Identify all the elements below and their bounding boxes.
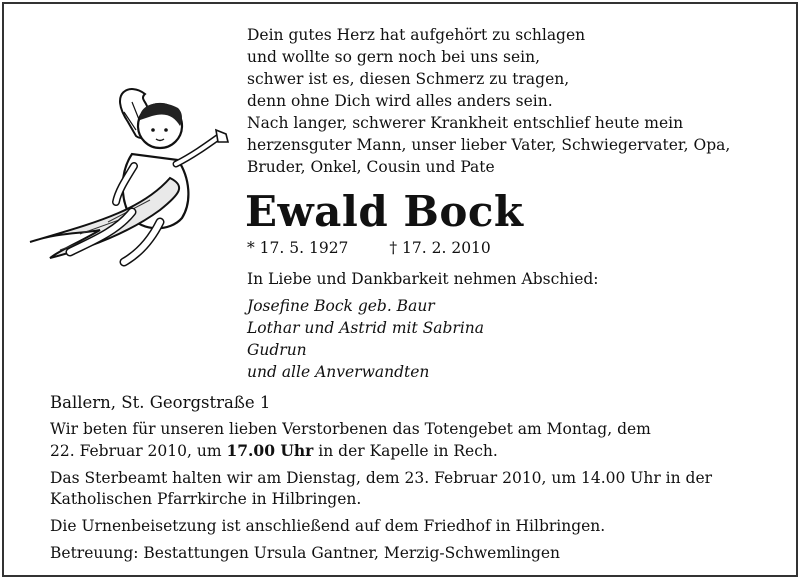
farewell-line: In Liebe und Dankbarkeit nehmen Abschied: — [247, 270, 599, 288]
prayer-line: Wir beten für unseren lieben Verstorbenen das Totengebet am Montag, dem — [50, 420, 651, 438]
prayer-info — [50, 419, 770, 462]
urn-burial-info: Die Urnenbeisetzung ist anschließend auf dem Friedhof in Hilbringen. — [50, 517, 606, 535]
intro-line: Nach langer, schwerer Krankheit entschlief heute mein — [247, 114, 684, 132]
poem-line: Dein gutes Herz hat aufgehört zu schlagen — [247, 26, 586, 44]
cherub-icon — [20, 82, 246, 274]
poem — [247, 24, 585, 112]
prayer-line: 22. Februar 2010, um — [50, 442, 227, 460]
funeral-home: Betreuung: Bestattungen Ursula Gantner, Merzig-Schwemlingen — [50, 544, 561, 562]
prayer-time: 17.00 Uhr — [226, 441, 314, 460]
requiem-line: Katholischen Pfarrkirche in Hilbringen. — [50, 490, 362, 508]
deceased-name: Ewald Bock — [245, 187, 524, 236]
service-details — [50, 392, 770, 564]
intro-line: Bruder, Onkel, Cousin und Pate — [247, 158, 495, 176]
birth-date: * 17. 5. 1927 — [247, 239, 349, 257]
mourner: Josefine Bock geb. Baur — [247, 297, 435, 315]
poem-line: schwer ist es, diesen Schmerz zu tragen, — [247, 70, 570, 88]
obituary-notice — [2, 2, 798, 577]
poem-line: denn ohne Dich wird alles anders sein. — [247, 92, 553, 110]
mourner: Gudrun — [247, 341, 307, 359]
life-dates — [247, 237, 491, 259]
poem-line: und wollte so gern noch bei uns sein, — [247, 48, 541, 66]
requiem-info — [50, 468, 770, 510]
mourner: Lothar und Astrid mit Sabrina — [247, 319, 485, 337]
mourner: und alle Anverwandten — [247, 363, 430, 381]
prayer-line: in der Kapelle in Rech. — [313, 442, 498, 460]
requiem-line: Das Sterbeamt halten wir am Dienstag, dem 23. Februar 2010, um 14.00 Uhr in der — [50, 469, 713, 487]
mourners-list — [247, 295, 484, 383]
death-date: † 17. 2. 2010 — [389, 239, 491, 257]
death-announcement — [247, 112, 730, 178]
intro-line: herzensguter Mann, unser lieber Vater, Schwiegervater, Opa, — [247, 136, 731, 154]
address: Ballern, St. Georgstraße 1 — [50, 393, 271, 412]
